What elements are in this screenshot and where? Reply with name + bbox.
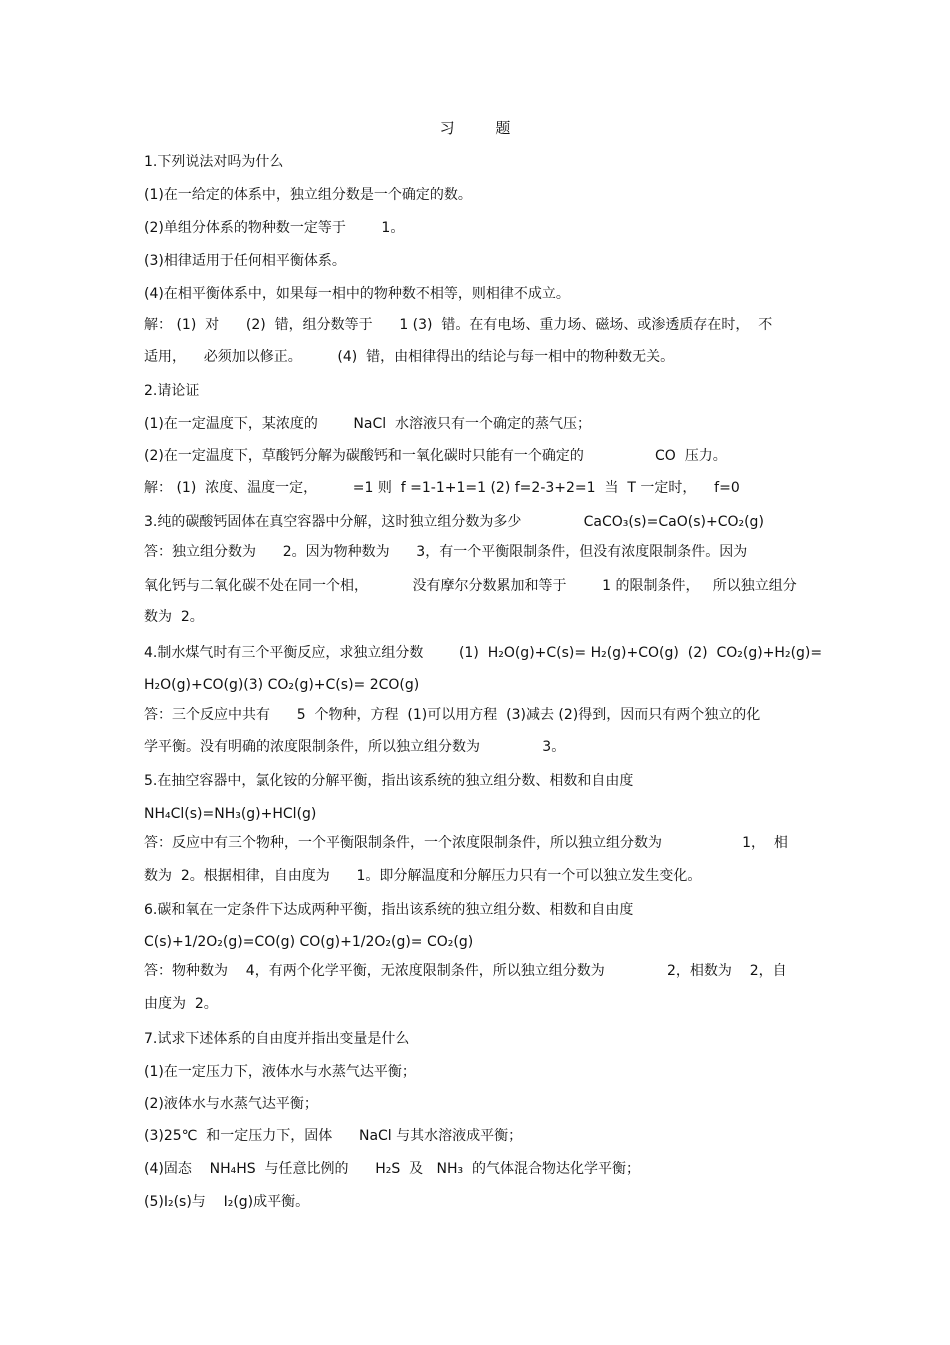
question-1-item-2: (2)单组分体系的物种数一定等于 1。 — [144, 220, 405, 236]
question-1-item-1: (1)在一给定的体系中，独立组分数是一个确定的数。 — [144, 187, 472, 203]
question-7-item-4: (4)固态 NH₄HS 与任意比例的 H₂S 及 NH₃ 的气体混合物达化学平衡； — [144, 1161, 641, 1177]
question-7-item-2: (2)液体水与水蒸气达平衡； — [144, 1096, 318, 1112]
question-7-item-3: (3)25℃ 和一定压力下，固体 NaCl 与其水溶液成平衡； — [144, 1128, 523, 1144]
question-5-equation: NH₄Cl(s)=NH₃(g)+HCl(g) — [144, 806, 317, 822]
answer-3-line-2: 氧化钙与二氧化碳不处在同一个相， 没有摩尔分数累加和等于 1 的限制条件， 所以独立组分 — [144, 578, 797, 594]
answer-4-line-1: 答：三个反应中共有 5 个物种，方程 (1)可以用方程 (3)减去 (2)得到，因而只有两个独立的化 — [144, 707, 761, 723]
answer-1-line-2: 适用， 必须加以修正。 (4) 错，由相律得出的结论与每一相中的物种数无关。 — [144, 349, 675, 365]
question-6-equation: C(s)+1/2O₂(g)=CO(g) CO(g)+1/2O₂(g)= CO₂(g) — [144, 934, 474, 950]
question-1-item-4: (4)在相平衡体系中，如果每一相中的物种数不相等，则相律不成立。 — [144, 286, 570, 302]
question-1-heading: 1.下列说法对吗为什么 — [144, 154, 284, 170]
answer-3-line-1: 答：独立组分数为 2。因为物种数为 3，有一个平衡限制条件，但没有浓度限制条件。因为 — [144, 544, 748, 560]
question-5-heading: 5.在抽空容器中，氯化铵的分解平衡，指出该系统的独立组分数、相数和自由度 — [144, 773, 634, 789]
question-7-item-1: (1)在一定压力下，液体水与水蒸气达平衡； — [144, 1064, 416, 1080]
question-2-item-2: (2)在一定温度下，草酸钙分解为碳酸钙和一氧化碳时只能有一个确定的 CO 压力。 — [144, 448, 727, 464]
answer-6-line-1: 答：物种数为 4，有两个化学平衡，无浓度限制条件，所以独立组分数为 2，相数为 2，自 — [144, 963, 787, 979]
question-2-heading: 2.请论证 — [144, 383, 200, 399]
answer-5-line-2: 数为 2。根据相律，自由度为 1。即分解温度和分解压力只有一个可以独立发生变化。 — [144, 868, 702, 884]
answer-6-line-2: 由度为 2。 — [144, 996, 218, 1012]
answer-5-line-1: 答：反应中有三个物种，一个平衡限制条件，一个浓度限制条件，所以独立组分数为 1， 相 — [144, 835, 788, 851]
page-title: 习 题 — [439, 119, 529, 137]
question-2-item-1: (1)在一定温度下，某浓度的 NaCl 水溶液只有一个确定的蒸气压； — [144, 416, 592, 432]
question-3-heading: 3.纯的碳酸钙固体在真空容器中分解，这时独立组分数为多少 CaCO₃(s)=CaO(s)+CO₂(g) — [144, 514, 764, 530]
answer-3-line-3: 数为 2。 — [144, 609, 204, 625]
question-7-heading: 7.试求下述体系的自由度并指出变量是什么 — [144, 1031, 410, 1047]
answer-4-line-2: 学平衡。没有明确的浓度限制条件，所以独立组分数为 3。 — [144, 739, 566, 755]
question-4-line-2: H₂O(g)+CO(g)(3) CO₂(g)+C(s)= 2CO(g) — [144, 677, 420, 693]
question-1-item-3: (3)相律适用于任何相平衡体系。 — [144, 253, 346, 269]
question-4-line-1: 4.制水煤气时有三个平衡反应，求独立组分数 (1) H₂O(g)+C(s)= H₂(g)+CO(g) (2) CO₂(g)+H₂(g)= — [144, 645, 823, 661]
answer-1-line-1: 解： (1) 对 (2) 错，组分数等于 1 (3) 错。在有电场、重力场、磁场、或渗透质存在时， 不 — [144, 317, 773, 333]
answer-2-line: 解： (1) 浓度、温度一定， =1 则 f =1-1+1=1 (2) f=2-3+2=1 当 T 一定时， f=0 — [144, 480, 740, 496]
question-6-heading: 6.碳和氧在一定条件下达成两种平衡，指出该系统的独立组分数、相数和自由度 — [144, 902, 634, 918]
question-7-item-5: (5)I₂(s)与 I₂(g)成平衡。 — [144, 1194, 310, 1210]
